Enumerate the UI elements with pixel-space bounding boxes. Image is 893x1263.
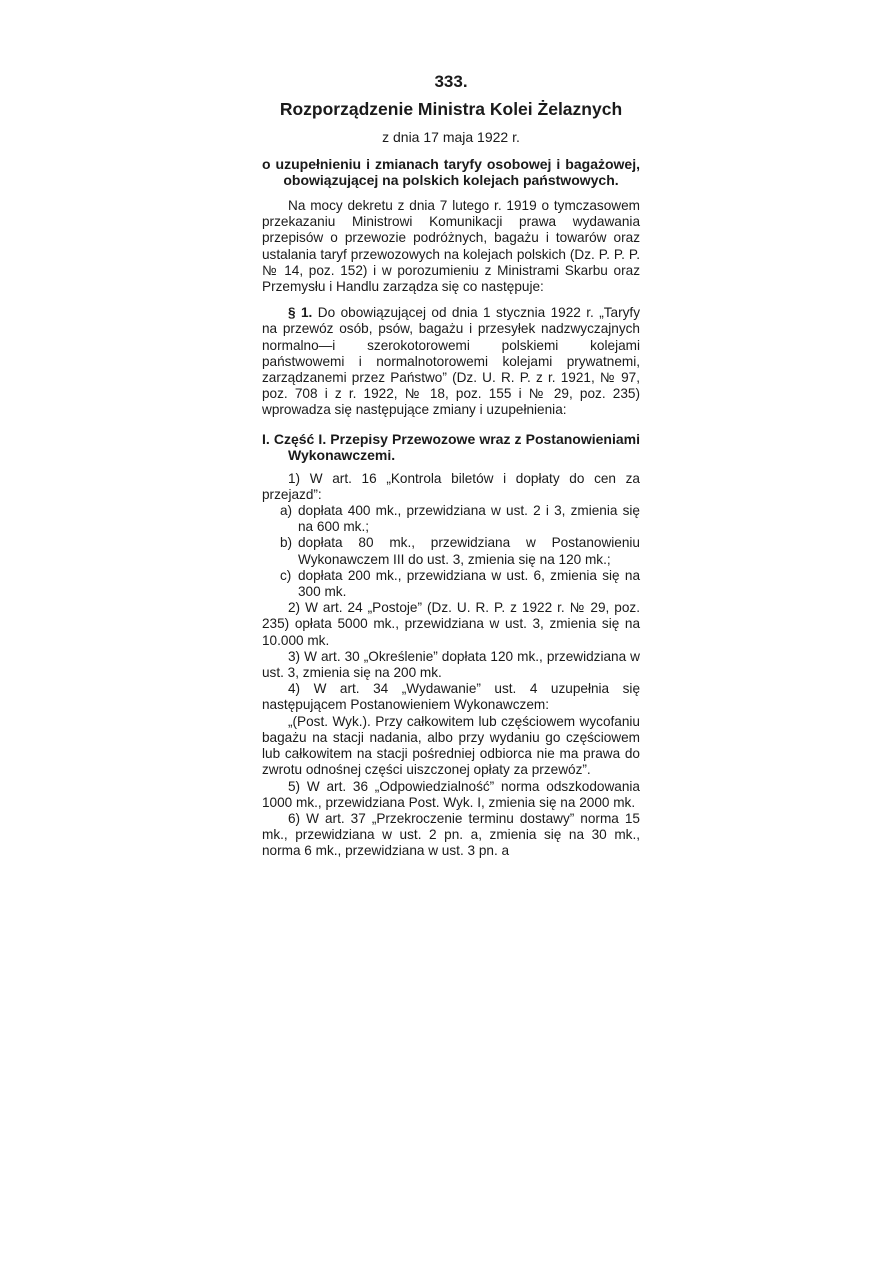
item-6: 6) W art. 37 „Przekroczenie terminu dostawy” norma 15 mk., przewidziana w ust. 2 pn. a, zmienia się na 30 mk., norma 6 mk., przewidziana w ust. 3 pn. a [262,810,640,859]
item-1-intro: 1) W art. 16 „Kontrola biletów i dopłaty do cen za przejazd”: [262,470,640,502]
page-number: 333. [434,72,468,91]
item-1-sublist [262,503,640,600]
item-4-quote: „(Post. Wyk.). Przy całkowitem lub częściowem wycofaniu bagażu na stacji nadania, albo przy wydaniu go częściowem lub całkowitem na stacji pośredniej odbiorca nie ma prawa do zwrotu odnośnej części uiszczonej opłaty za przewóz”. [262,713,640,778]
sub-item-text: dopłata 80 mk., przewidziana w Postanowieniu Wykonawczem III do ust. 3, zmienia się na 120 mk.; [298,535,640,567]
part-1-heading: I. Część I. Przepisy Przewozowe wraz z Postanowieniami Wykonawczemi. [262,430,640,463]
item-5: 5) W art. 36 „Odpowiedzialność” norma odszkodowania 1000 mk., przewidziana Post. Wyk. I, zmienia się na 2000 mk. [262,778,640,810]
section-1-text: Do obowiązującej od dnia 1 stycznia 1922 r. „Taryfy na przewóz osób, psów, bagażu i przesyłek nadzwyczajnych normalno—i szerokotorowemi polskiemi kolejami państwowemi i normalnotorowemi kolejami prywatnemi, zarządzanemi przez Państwo” (Dz. U. R. P. z r. 1921, № 97, poz. 708 i z r. 1922, № 18, poz. 155 i № 29, poz. 235) wprowadza się następujące zmiany i uzupełnienia: [262,305,640,418]
item-2: 2) W art. 24 „Postoje” (Dz. U. R. P. z 1922 r. № 29, poz. 235) opłata 5000 mk., przewidziana w ust. 3, zmienia się na 10.000 mk. [262,600,640,648]
sub-item-text: dopłata 400 mk., przewidziana w ust. 2 i 3, zmienia się na 600 mk.; [298,503,640,535]
sub-item-letter: b) [280,535,293,551]
section-1-mark: § 1. [288,305,313,321]
document-subject: o uzupełnieniu i zmianach taryfy osobowej i bagażowej, obowiązującej na polskich kolejach państwowych. [262,156,640,188]
document-date: z dnia 17 maja 1922 r. [382,129,520,145]
sub-item-text: dopłata 200 mk., przewidziana w ust. 6, zmienia się na 300 mk. [298,567,640,600]
sub-item-letter: c) [280,567,292,583]
sub-item-b [280,535,640,567]
item-3: 3) W art. 30 „Określenie” dopłata 120 mk., przewidziana w ust. 3, zmienia się na 200 mk. [262,648,640,681]
sub-item-c [280,567,640,600]
item-4: 4) W art. 34 „Wydawanie” ust. 4 uzupełnia się następującem Postanowieniem Wykonawczem: [262,681,640,713]
document-title: Rozporządzenie Ministra Kolei Żelaznych [279,99,623,119]
document-page [262,72,640,860]
sub-item-a [280,503,640,535]
preamble-paragraph: Na mocy dekretu z dnia 7 lutego r. 1919 o tymczasowem przekazaniu Ministrowi Komunikacji prawa wydawania przepisów o przewozie podróżnych, bagażu i towarów oraz ustalania taryf przewozowych na kolejach polskich (Dz. P. P. P. № 14, poz. 152) i w porozumieniu z Ministrami Skarbu oraz Przemysłu i Handlu zarządza się co następuje: [262,198,640,295]
sub-item-letter: a) [280,503,293,519]
section-1-paragraph [262,305,640,418]
